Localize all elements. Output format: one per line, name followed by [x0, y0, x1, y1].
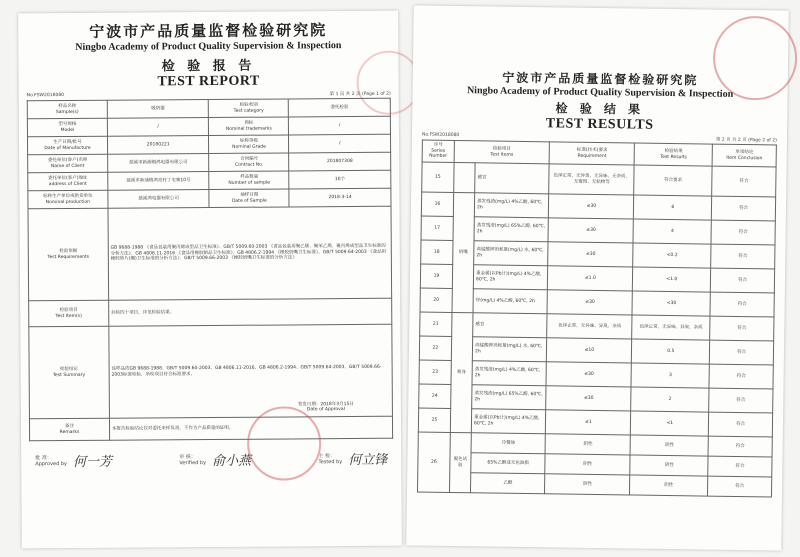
info-label: 抽样日期 Date of Sample	[209, 189, 289, 208]
row-result: 阴性	[630, 435, 708, 456]
row-group	[454, 162, 476, 192]
row-conclusion: 符合	[709, 388, 773, 413]
info-value: 慈溪市新浦镇鸿电器有限公司	[107, 154, 209, 173]
info-value: 20180221	[107, 136, 209, 155]
info-label: 委托单位(客户)地址 address of Client	[28, 172, 108, 191]
row-conclusion: 符合	[712, 166, 776, 197]
row-number: 17	[421, 216, 453, 240]
row-result: 阴性	[630, 475, 708, 496]
row-conclusion: 符合	[711, 220, 775, 245]
row-number: 20	[420, 288, 452, 312]
report-number: No.FSW2018080	[421, 132, 460, 139]
approved-signature-mark: 何一芳	[72, 454, 113, 470]
info-label: 生产日期/批号 Date of Manufacture	[27, 136, 107, 155]
info-label: 型号规格 Model	[27, 118, 107, 137]
report-title-en: TEST REPORT	[157, 73, 260, 90]
page-indicator: 第 2 页 共 2 页 (Page 2 of 2)	[715, 137, 777, 144]
signature-row	[21, 449, 401, 471]
row-subitem: 冷餐油	[471, 433, 546, 454]
row-item: 高锰酸钾消耗量(mg/L) 水, 60℃, 2h	[472, 337, 547, 362]
row-requirement: ≤30	[548, 242, 633, 267]
row-conclusion: 符合	[710, 316, 774, 341]
row-requirement: ≤30	[547, 290, 632, 315]
info-value: /	[289, 116, 391, 135]
row-number: 22	[419, 336, 451, 360]
row-conclusion: 符合	[708, 456, 772, 477]
requirements-text: GB 9688-1988 《食品包装用聚丙烯成型品卫生标准》、GB/T 5009.60-2003 《食品包装用聚乙烯、聚苯乙烯、聚丙烯成型品卫生标准的分析方法》、GB 4806.11-2016 《食品用橡胶制品卫生标准》、GB 4806.2-1994 《橡胶奶嘴卫生标准》、GB/T 5009.64-2003 《食品用橡胶垫片(圈)卫生标准的分析方法》、GB/T 5009.66-2003 《橡胶奶嘴卫生标准的分析方法》	[108, 206, 392, 300]
summary-text: 该样品依GB 9688-1988、GB/T 5009.60-2003、GB 4806.11-2016、GB 4806.2-1994、GB/T 5009.64-2003、GB/T 5009.66-2003标准检验，所检项目符合标准要求。	[111, 364, 382, 378]
row-subitem: 65%乙醇或无色油脂	[471, 453, 546, 474]
row-conclusion: 符合	[708, 436, 772, 457]
row-item: 蒸发残渣(mg/L) 4%乙酸, 60℃, 2h	[472, 361, 547, 386]
remarks-label: 备注 Remarks	[29, 418, 109, 441]
row-conclusion: 符合	[709, 364, 773, 389]
info-label: 委托单位(客户)名称 Name of Client	[28, 154, 108, 173]
info-label: 检验类别 Test category	[209, 99, 289, 118]
info-value: 委托检验	[289, 98, 391, 117]
row-group: 瓶身	[450, 312, 473, 432]
row-requirement: ≤1.0	[548, 266, 633, 291]
row-requirement: ≤30	[548, 218, 633, 243]
row-result: 色泽正常，无异味、异臭、杂质	[632, 315, 710, 340]
info-value: 10个	[289, 170, 391, 189]
row-requirement: 阴性	[545, 474, 630, 495]
row-requirement: 阴性	[545, 454, 630, 475]
row-item: 高锰酸钾消耗量(mg/L) 水, 60℃, 2h	[474, 241, 549, 266]
row-group: 奶嘴	[452, 192, 475, 312]
row-requirement: 阴性	[545, 434, 630, 455]
row-item: 蒸发残渣(mg/L) 65%乙醇, 60℃, 2h	[472, 385, 547, 410]
report-title-cn: 检 验 报 告	[161, 58, 256, 75]
info-label: 标称生产单位或供货单位 Nominal production	[28, 190, 108, 209]
row-item: 感官	[475, 163, 550, 194]
row-number: 16	[421, 192, 453, 216]
remarks-text: 本报告检验结论仅对委托来样负责，不作为产品质量的证明。	[109, 416, 392, 440]
results-row	[417, 472, 771, 497]
row-number: 19	[420, 264, 452, 288]
info-label: 样品名称 Sample(s)	[27, 100, 107, 119]
row-requirement: 色泽正常，无异臭、无异味、无杂质、无霉斑、无粘物等	[549, 164, 634, 195]
report-number: No.FSW2018080	[26, 93, 65, 99]
row-number: 23	[419, 360, 451, 384]
row-requirement: ≤30	[546, 362, 631, 387]
row-result: <1	[631, 411, 709, 436]
info-value: /	[107, 118, 209, 137]
tested-signature: 主 检： Tested by 何立锋	[318, 449, 387, 468]
col-item-conclusion: 单项结论 Item Conclusion	[712, 144, 776, 167]
col-requirement: 标准(技术)要求 Requirement	[550, 142, 635, 165]
info-value: 慈溪市新浦镇鸿亮村丁屯寨10号	[108, 172, 210, 191]
row-number: 24	[419, 384, 451, 408]
row-requirement: 色泽正常，无异味、异臭、杂质	[547, 314, 632, 339]
approved-signature: 批 准： Approved by 何一芳	[35, 451, 112, 471]
row-item: 锌(mg/L) 4%乙酸, 60℃, 2h	[473, 289, 548, 314]
info-label: 样品数量 Number of sample	[209, 171, 289, 190]
row-item: 脱色试验	[449, 432, 471, 492]
row-result: 4	[633, 219, 711, 244]
info-value: /	[289, 134, 391, 153]
row-requirement: ≤30	[549, 194, 634, 219]
items-label: 检验项目 Test Item(s)	[29, 300, 109, 327]
row-requirement: ≤30	[546, 386, 631, 411]
institute-name-en: Ningbo Academy of Product Quality Supervision & Inspection	[75, 40, 342, 53]
row-requirement: ≤10	[547, 338, 632, 363]
row-conclusion: 符合	[709, 412, 773, 437]
row-item: 蒸发残渣(mg/L) 65%乙醇, 60℃, 2h	[474, 217, 549, 242]
test-report-page	[18, 11, 402, 549]
summary-label: 检验结论 Test Summary	[29, 326, 109, 419]
verified-signature: 审 核： Verified by 俞小燕	[179, 450, 251, 470]
results-table	[417, 140, 777, 498]
row-result: 符合要求	[634, 165, 712, 196]
info-value: 201807308	[289, 152, 391, 171]
test-results-page	[406, 5, 789, 550]
row-result: 3	[631, 363, 709, 388]
col-test-results: 检验结果 Test Results	[634, 143, 712, 166]
results-title-en: TEST RESULTS	[545, 116, 654, 133]
requirements-label: 检验依据 Test Requirements	[28, 208, 108, 301]
row-result: 0.5	[632, 339, 710, 364]
row-item: 感官	[473, 313, 548, 338]
row-conclusion: 符合	[711, 268, 775, 293]
info-label: 商标 Nominal trademarks	[209, 117, 289, 136]
institute-name-cn: 宁波市产品质量监督检验研究院	[89, 21, 328, 41]
row-item: 重金属(以Pb计)(mg/L) 4%乙酸, 60℃, 2h	[473, 265, 548, 290]
info-value: 慈溪鸿电器有限公司	[108, 190, 210, 209]
row-result: 阴性	[630, 455, 708, 476]
col-test-items: 检验项目 Test Items	[454, 140, 550, 163]
institute-name-cn: 宁波市产品质量监督检验研究院	[502, 70, 699, 88]
seal-edge-icon	[356, 51, 420, 115]
info-value: 吸奶器	[107, 100, 209, 119]
report-header	[18, 11, 399, 92]
row-subitem: 乙醇	[471, 473, 546, 494]
row-number: 21	[420, 312, 452, 336]
row-number: 25	[418, 408, 450, 432]
verified-signature-mark: 俞小燕	[211, 453, 252, 469]
summary-cell	[109, 324, 393, 418]
row-item: 重金属(以Pb计)(mg/L) 4%乙酸, 60℃, 2h	[471, 409, 546, 434]
row-conclusion: 符合	[711, 244, 775, 269]
info-label: 标称等级 Nominal Grade	[209, 135, 289, 154]
results-row	[422, 162, 776, 197]
row-number: 18	[421, 240, 453, 264]
col-series-number: 序号 Series Number	[422, 140, 454, 162]
row-result: 6	[634, 195, 712, 220]
row-conclusion: 符合	[710, 292, 774, 317]
row-number: 26	[417, 432, 450, 492]
row-requirement: ≤1	[546, 410, 631, 435]
row-result: <0.2	[633, 243, 711, 268]
row-result: <30	[632, 291, 710, 316]
row-result: <1.0	[633, 267, 711, 292]
page-indicator: 第 1 页 共 2 页 (Page 1 of 2)	[329, 91, 391, 98]
official-seal-icon	[247, 406, 322, 481]
row-conclusion: 符合	[710, 340, 774, 365]
tested-signature-mark: 何立锋	[348, 452, 388, 469]
row-result: 2	[631, 387, 709, 412]
row-conclusion: 符合	[712, 196, 776, 221]
info-value: 2018-3-14	[289, 188, 391, 207]
report-table	[27, 98, 393, 442]
sign-date: 签发日期：2018年3月15日 Date of Approval	[297, 401, 354, 413]
items-text: 共检四十项目，详见检验结果。	[109, 298, 392, 326]
info-label: 合同编号 Contract No.	[209, 153, 289, 172]
institute-name-en: Ningbo Academy of Product Quality Supervision & Inspection	[466, 85, 734, 100]
row-item: 蒸发残渣(mg/L) 4%乙酸, 60℃, 2h	[474, 193, 549, 218]
row-conclusion: 符合	[708, 476, 772, 497]
results-title-cn: 检 验 结 果	[555, 101, 645, 117]
row-number: 15	[422, 162, 454, 192]
